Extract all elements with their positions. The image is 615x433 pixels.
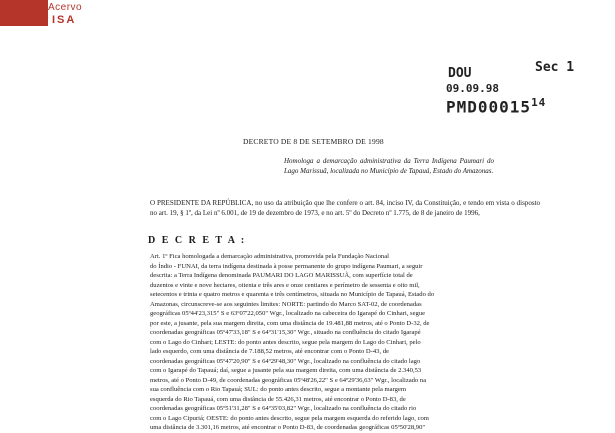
article-line: geográficas 05º44'23,315" S e 63º07'22,050" Wgr., localizado na cabeceira do Igarapé do Cinhari, segue bbox=[150, 310, 426, 317]
logo-top-text: Acervo bbox=[48, 2, 83, 13]
article-line: metros, até o Ponto D-49, de coordenadas geográficas 05º48'26,22" S e 64º29'36,63" Wgr., localizado na bbox=[150, 376, 427, 384]
article-line: Art. 1º Fica homologada a demarcação administrativa, promovida pela Fundação Nacional bbox=[150, 253, 389, 260]
handwritten-page: 14 bbox=[531, 96, 547, 109]
article-line: do Índio - FUNAI, da terra indígena destinada à posse permanente do grupo indígena Paumari, a seguir bbox=[150, 262, 423, 270]
handwritten-code bbox=[446, 96, 546, 116]
article-line: esquerda do Rio Tapauá, com uma distância de 55.426,31 metros, até encontrar o Ponto D-83, de bbox=[150, 395, 406, 403]
acervo-logo-block bbox=[0, 0, 48, 26]
article-line: lado esquerdo, com uma distância de 7.188,52 metros, até encontrar com o Ponto D-43, de bbox=[150, 348, 389, 355]
article-line: descrita: a Terra Indígena denominada PAUMARI DO LAGO MARISSUÃ, com superfície total de bbox=[150, 272, 413, 279]
logo-brand: ISA bbox=[52, 14, 77, 26]
article-line: com o Lago Cipuriá; OESTE: do ponto antes descrito, segue pela margem esquerda do referido lago, com bbox=[150, 414, 429, 422]
article-line: coordenadas geográficas 05º51'31,28" S e 64º35'03,82" Wgr., localizado na confluência do citado rio bbox=[150, 405, 417, 412]
article-line: uma distância de 3.301,16 metros, até encontrar o Ponto D-83, de coordenadas geográficas 05º50'28,90" bbox=[150, 424, 426, 431]
article-line: duzentos e vinte e nove hectares, oitenta e três ares e onze centiares e perímetro de sessenta e oito mil, bbox=[150, 281, 420, 289]
article-line: com o Lago do Cinhari; LESTE: do ponto antes descrito, segue pela margem do Lago do Cinhari, pelo bbox=[150, 338, 421, 346]
handwritten-source: DOU bbox=[448, 66, 472, 81]
article-line: sua confluência com o Rio Tapauá; SUL: do ponto antes descrito, segue a montante pela margem bbox=[150, 386, 407, 393]
article-line: coordenadas geográficas 05º47'33,18" S e 64º31'15,30" Wgr., situado na confluência do citado Igarapé bbox=[150, 329, 421, 336]
decreta-heading: D E C R E T A : bbox=[148, 235, 247, 246]
decree-preamble: O PRESIDENTE DA REPÚBLICA, no uso da atribuição que lhe confere o art. 84, inciso IV, da Constituição, e tendo em vista o disposto no art. 19, § 1º, da Lei nº 6.001, de 19 de dezembro de 1973, e no art. 5º do Decreto nº 1.775, de 8 de janeiro de 1996, bbox=[150, 199, 540, 217]
article-1-body bbox=[150, 252, 542, 433]
article-line: Amazonas, circunscreve-se aos seguintes limites: NORTE: partindo do Marco SAT-02, de coordenadas bbox=[150, 300, 422, 308]
handwritten-code-text: PMD00015 bbox=[446, 97, 532, 117]
handwritten-date: 09.09.98 bbox=[446, 82, 499, 95]
article-line: setecentos e trinta e quatro metros e quarenta e três centímetros, situada no Município de Tapauá, Estado do bbox=[150, 291, 435, 298]
article-line: por este, a jusante, pela sua margem direita, com uma distância de 19.481,88 metros, até o Ponto D-32, de bbox=[150, 319, 430, 327]
article-line: coordenadas geográficas 05º47'20,90" S e 64º29'48,30" Wgr., localizado na confluência do citado lago bbox=[150, 357, 421, 365]
decree-ementa: Homologa a demarcação administrativa da Terra Indígena Paumari do Lago Marissuã, localizada no Município de Tapauá, Estado do Amazonas. bbox=[284, 157, 494, 175]
handwritten-section: Sec 1 bbox=[535, 60, 575, 75]
decree-title: DECRETO DE 8 DE SETEMBRO DE 1998 bbox=[243, 137, 384, 146]
article-line: com o Igarapé do Tapauá; daí, segue a jusante pela sua margem direita, com uma distância de 2.340,53 bbox=[150, 367, 422, 374]
